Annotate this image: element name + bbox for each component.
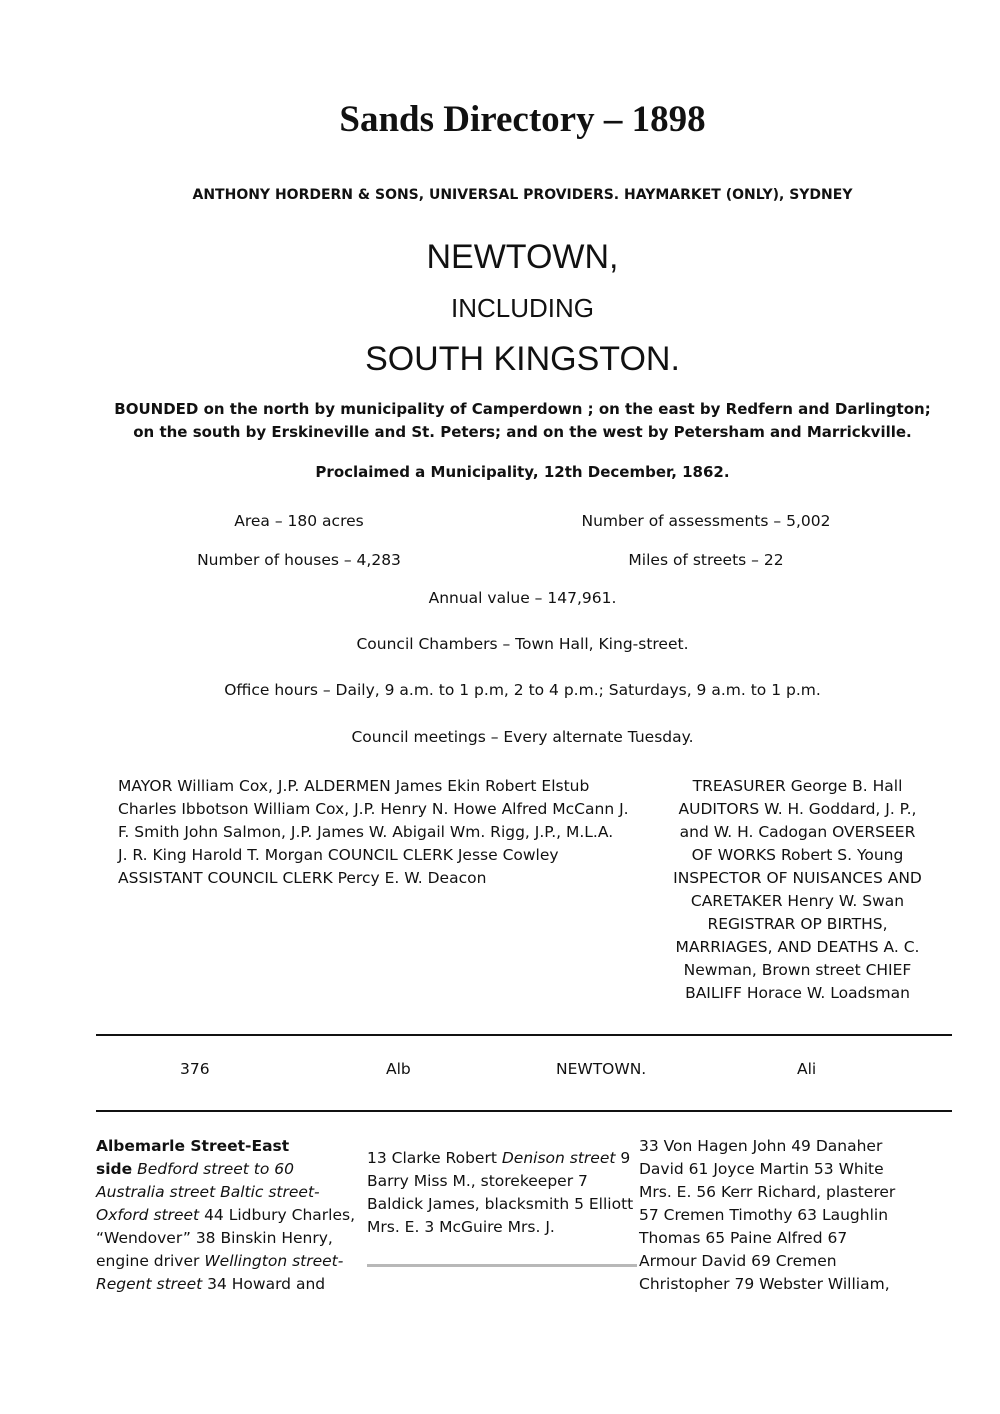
entry-text: 33 Von Hagen John 49 Danaher <box>639 1137 883 1155</box>
entry-text: Mrs. E. 56 Kerr Richard, plasterer <box>639 1183 896 1201</box>
cross-street: Bedford street to 60 <box>132 1160 294 1178</box>
council-meetings: Council meetings – Every alternate Tuesday. <box>351 728 694 746</box>
officers-line: CARETAKER Henry W. Swan <box>690 892 905 910</box>
officers-list-right <box>660 775 935 1005</box>
entry-text: Baldick James, blacksmith 5 Elliott <box>367 1195 634 1213</box>
header-rule-bottom <box>96 1110 952 1112</box>
boundary-line-1 <box>60 398 985 421</box>
officers-line: AUDITORS W. H. Goddard, J. P., <box>678 800 917 818</box>
page-title: Sands Directory – 1898 <box>339 99 706 140</box>
cross-street: Regent street <box>96 1275 203 1293</box>
entry-text: Thomas 65 Paine Alfred 67 <box>639 1229 848 1247</box>
guide-word-from: Alb <box>386 1060 411 1078</box>
column-line <box>96 1273 358 1296</box>
cross-street: Denison street <box>501 1149 616 1167</box>
officers-line: MARRIAGES, AND DEATHS A. C. <box>675 938 920 956</box>
officers-line: F. Smith John Salmon, J.P. James W. Abigail Wm. Rigg, J.P., M.L.A. <box>118 823 614 841</box>
stat-area: Area – 180 acres <box>234 512 364 530</box>
stat-houses: Number of houses – 4,283 <box>197 551 401 569</box>
boundary-description <box>60 398 985 444</box>
entry-text: 13 Clarke Robert <box>367 1149 502 1167</box>
officers-line: Charles Ibbotson William Cox, J.P. Henry N. Howe Alfred McCann J. <box>118 800 629 818</box>
officers-line: TREASURER George B. Hall <box>692 777 903 795</box>
entry-text: 44 Lidbury Charles, <box>199 1206 355 1224</box>
directory-column-1 <box>96 1135 358 1296</box>
street-heading-side: side <box>96 1160 133 1178</box>
advert-banner: ANTHONY HORDERN & SONS, UNIVERSAL PROVIDERS. HAYMARKET (ONLY), SYDNEY <box>192 187 853 203</box>
column-line <box>96 1204 358 1227</box>
entry-text: “Wendover” 38 Binskin Henry, <box>96 1229 333 1247</box>
street-heading: Albemarle Street-East <box>96 1137 290 1155</box>
officers-line: OF WORKS Robert S. Young <box>691 846 904 864</box>
entry-text: Mrs. E. 3 McGuire Mrs. J. <box>367 1218 555 1236</box>
officers-line: and W. H. Cadogan OVERSEER <box>679 823 916 841</box>
cross-street: Oxford street <box>96 1206 200 1224</box>
boundary-lead: BOUNDED <box>114 400 199 418</box>
officers-line: INSPECTOR OF NUISANCES AND <box>673 869 922 887</box>
guide-word-to: Ali <box>797 1060 817 1078</box>
entry-text: Armour David 69 Cremen <box>639 1252 837 1270</box>
entry-text: Christopher 79 Webster William, <box>639 1275 890 1293</box>
officers-line: BAILIFF Horace W. Loadsman <box>685 984 910 1002</box>
entry-text: Barry Miss M., storekeeper 7 <box>367 1172 588 1190</box>
heading-south-kingston: SOUTH KINGSTON. <box>365 340 680 378</box>
entry-text: 9 <box>615 1149 631 1167</box>
officers-line: J. R. King Harold T. Morgan COUNCIL CLERK Jesse Cowley <box>118 846 559 864</box>
entry-text: David 61 Joyce Martin 53 White <box>639 1160 884 1178</box>
entry-text: 57 Cremen Timothy 63 Laughlin <box>639 1206 889 1224</box>
stat-assessments: Number of assessments – 5,002 <box>581 512 831 530</box>
officers-line: Newman, Brown street CHIEF <box>683 961 912 979</box>
column-line <box>96 1250 358 1273</box>
running-head-town: NEWTOWN. <box>556 1060 647 1078</box>
header-rule-top <box>96 1034 952 1036</box>
entry-text: 34 Howard and <box>202 1275 326 1293</box>
officers-line: REGISTRAR OP BIRTHS, <box>707 915 888 933</box>
column-line <box>367 1147 637 1170</box>
officers-line: ASSISTANT COUNCIL CLERK Percy E. W. Deacon <box>118 869 487 887</box>
heading-including: INCLUDING <box>450 293 594 323</box>
officers-line: MAYOR William Cox, J.P. ALDERMEN James Ekin Robert Elstub <box>118 777 590 795</box>
heading-newtown: NEWTOWN, <box>426 238 619 276</box>
column-divider-rule <box>367 1264 637 1267</box>
cross-street: Wellington street- <box>204 1252 344 1270</box>
stat-miles: Miles of streets – 22 <box>628 551 784 569</box>
page-number: 376 <box>180 1060 210 1078</box>
stat-annual-value: Annual value – 147,961. <box>428 589 617 607</box>
officers-list-left <box>118 775 658 890</box>
boundary-line-1-rest: on the north by municipality of Camperdown ; on the east by Redfern and Darlington; <box>198 400 931 418</box>
office-hours: Office hours – Daily, 9 a.m. to 1 p.m, 2 to 4 p.m.; Saturdays, 9 a.m. to 1 p.m. <box>224 681 821 699</box>
column-line <box>96 1158 358 1181</box>
proclamation: Proclaimed a Municipality, 12th December, 1862. <box>315 463 730 481</box>
directory-column-2 <box>367 1147 637 1239</box>
directory-column-3 <box>639 1135 919 1296</box>
cross-street: Australia street Baltic street- <box>96 1183 320 1201</box>
entry-text: engine driver <box>96 1252 205 1270</box>
boundary-line-2: on the south by Erskineville and St. Peters; and on the west by Petersham and Marrickville. <box>133 423 912 441</box>
council-chambers: Council Chambers – Town Hall, King-street. <box>356 635 689 653</box>
